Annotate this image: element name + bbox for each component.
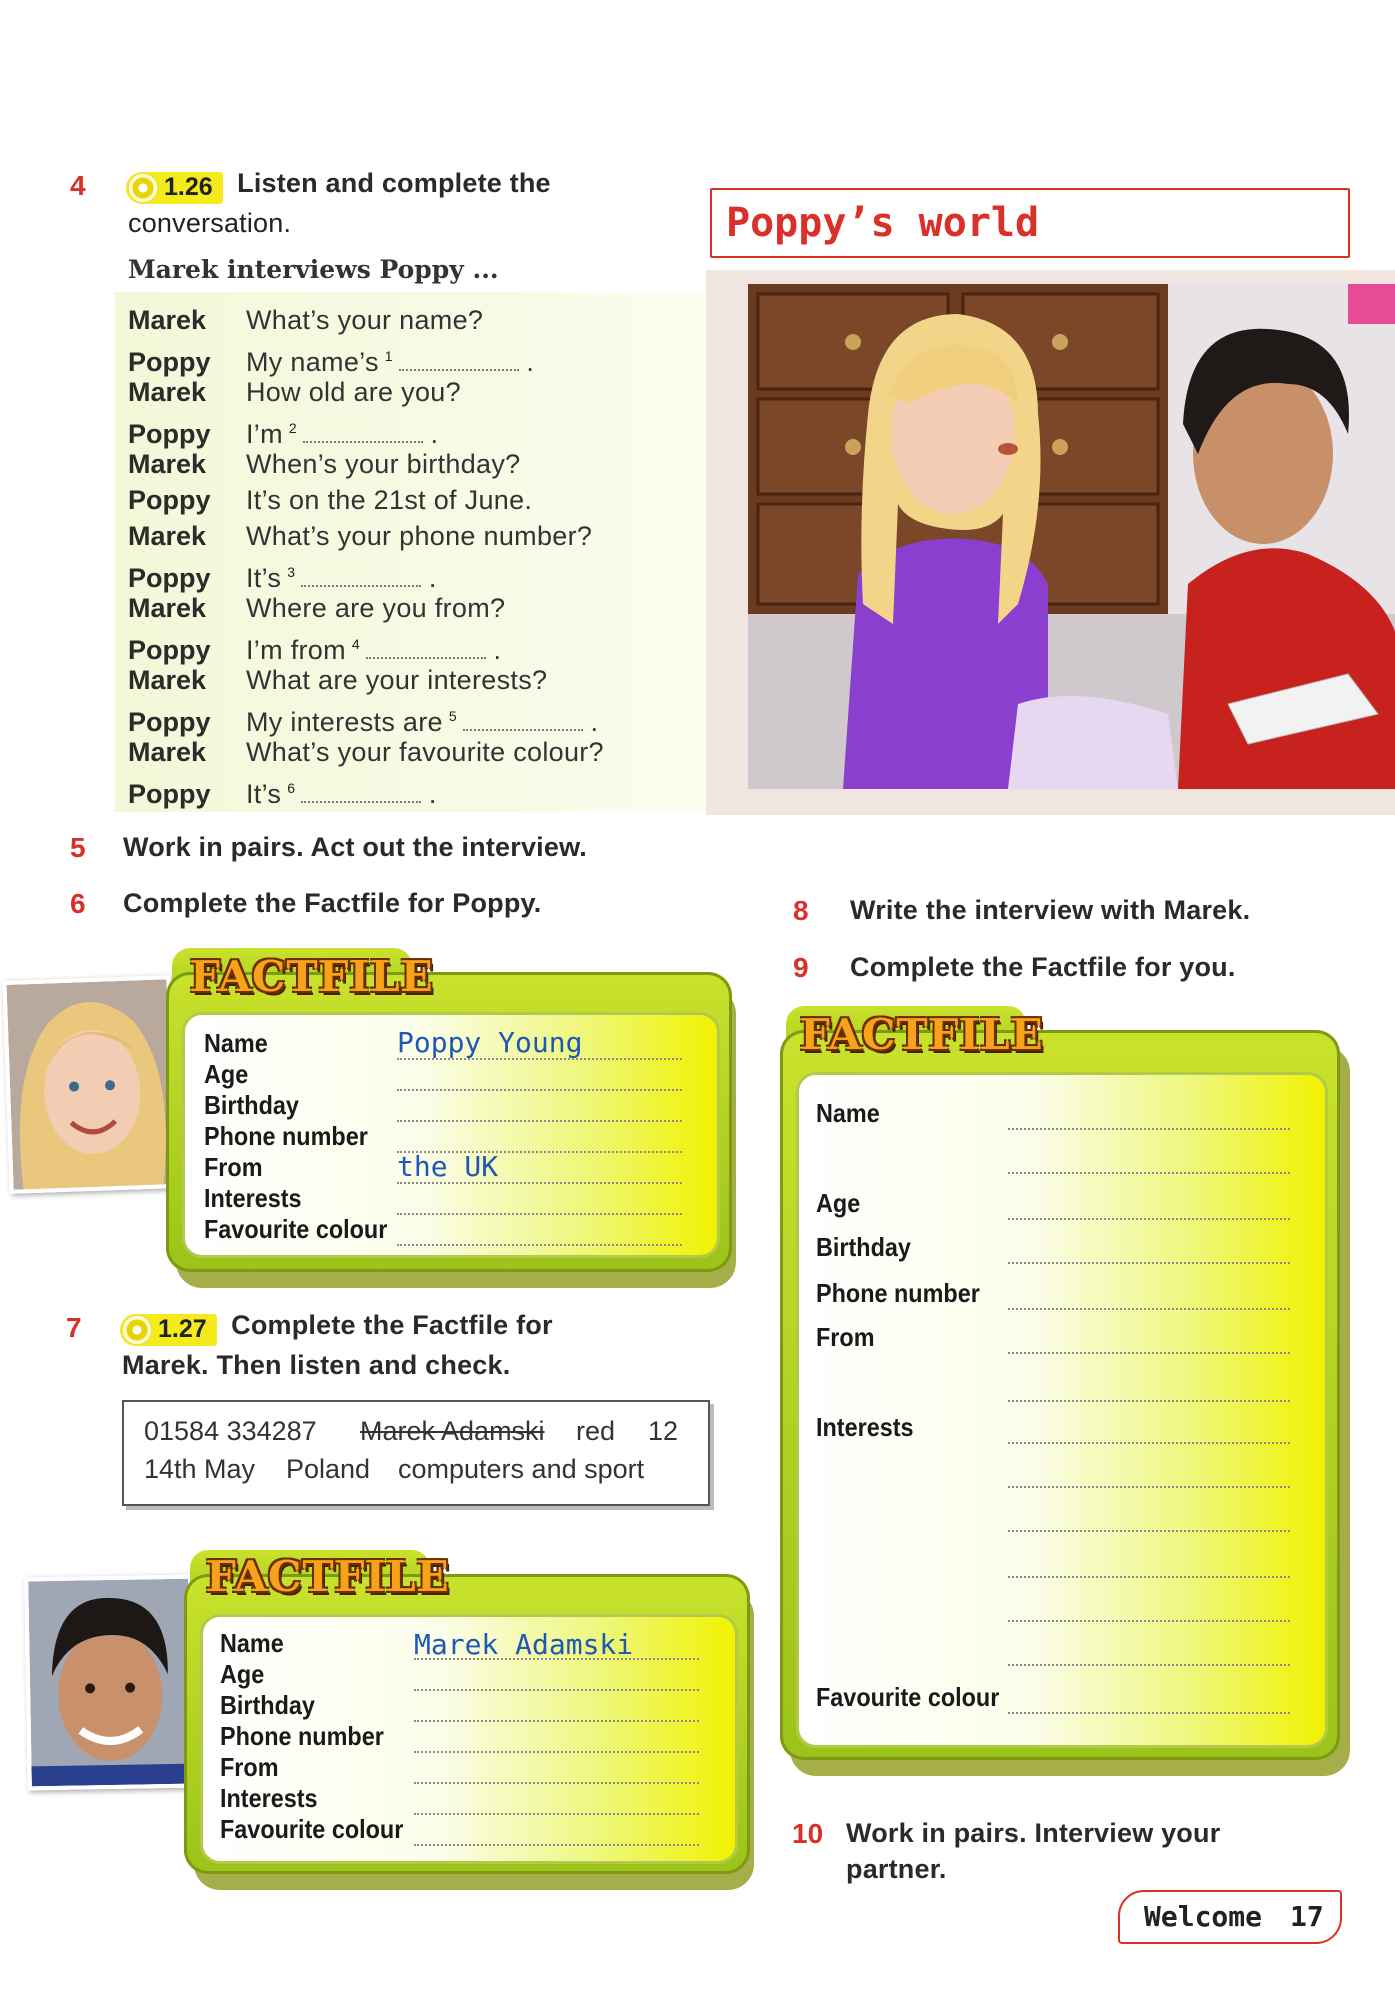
factfile-you-title: FACTFILE (800, 1010, 1044, 1059)
factfile-label: Favourite colour (816, 1682, 1000, 1712)
factfile-label: Interests (220, 1783, 318, 1813)
dialogue-text: When’s your birthday? (246, 449, 521, 479)
sentence-end: . (485, 635, 502, 665)
word-box (122, 1400, 710, 1506)
factfile-label: Interests (204, 1183, 302, 1213)
factfile-label: Name (816, 1098, 880, 1128)
factfile-answer-line[interactable] (1008, 1442, 1290, 1444)
factfile-extra-line[interactable] (1008, 1576, 1290, 1578)
poppy-and-marek-photo (748, 284, 1395, 789)
page-number: 17 (1290, 1900, 1324, 1933)
speaker-name: Poppy (128, 563, 211, 593)
exercise-6-number: 6 (70, 888, 86, 919)
word-phone: 01584 334287 (144, 1416, 317, 1446)
dialogue-text: What’s your name? (246, 305, 484, 335)
factfile-extra-line[interactable] (1008, 1172, 1290, 1174)
dialogue-text: It’s on the 21st of June. (246, 485, 533, 515)
factfile-extra-line[interactable] (1008, 1530, 1290, 1532)
factfile-label: Favourite colour (220, 1814, 404, 1844)
audio-track-badge-2[interactable] (120, 1314, 217, 1346)
exercise-4-header (126, 168, 551, 204)
exercise-6-instruction: Complete the Factfile for Poppy. (123, 888, 542, 918)
factfile-label: Age (816, 1188, 861, 1218)
factfile-label: Age (220, 1659, 265, 1689)
exercise-10-instruction-cont: partner. (846, 1854, 947, 1884)
factfile-label: Birthday (220, 1690, 315, 1720)
poppys-world-title: Poppy’s world (726, 200, 1040, 246)
answer-blank[interactable] (303, 423, 423, 443)
factfile-answer-line[interactable] (414, 1689, 699, 1691)
dialogue-line (128, 446, 520, 482)
answer-blank[interactable] (399, 351, 519, 371)
exercise-4-subtitle: Marek interviews Poppy ... (128, 255, 499, 284)
dialogue-text: My name’s (246, 347, 379, 377)
poppy-face-illustration (6, 979, 173, 1189)
factfile-answer-line[interactable] (397, 1244, 682, 1246)
exercise-10-number: 10 (792, 1818, 824, 1849)
dialogue-line (128, 518, 592, 554)
dialogue-text: How old are you? (246, 377, 461, 407)
dialogue-line (128, 734, 604, 770)
sentence-end: . (582, 707, 599, 737)
dialogue-text: It’s (246, 563, 282, 593)
factfile-answer-line[interactable] (414, 1813, 699, 1815)
exercise-9-instruction: Complete the Factfile for you. (850, 952, 1236, 982)
dialogue-line (128, 482, 532, 518)
speaker-name: Poppy (128, 635, 211, 665)
factfile-answer-line[interactable] (1008, 1218, 1290, 1220)
dialogue-line (128, 770, 437, 812)
exercise-7-instruction-cont: Marek. Then listen and check. (122, 1350, 511, 1380)
gap-number: 6 (287, 780, 296, 796)
factfile-label: Name (204, 1028, 268, 1058)
audio-track-badge[interactable] (126, 172, 223, 204)
speaker-name: Poppy (128, 419, 211, 449)
word-interests: computers and sport (398, 1454, 645, 1484)
footer-section: Welcome (1144, 1900, 1263, 1933)
factfile-extra-line[interactable] (1008, 1664, 1290, 1666)
exercise-7-header (120, 1310, 553, 1346)
dialogue-text: What’s your phone number? (246, 521, 593, 551)
sentence-end: . (422, 419, 439, 449)
page-footer (1118, 1890, 1342, 1944)
word-name-crossed: Marek Adamski (360, 1416, 545, 1446)
gap-number: 1 (384, 348, 393, 364)
marek-avatar (24, 1575, 196, 1791)
factfile-answer-line[interactable] (1008, 1262, 1290, 1264)
answer-blank[interactable] (463, 711, 583, 731)
factfile-poppy-from-value[interactable]: the UK (397, 1150, 499, 1183)
factfile-extra-line[interactable] (1008, 1486, 1290, 1488)
factfile-label: Birthday (816, 1232, 911, 1262)
factfile-label: Interests (816, 1412, 914, 1442)
sentence-end: . (518, 347, 535, 377)
factfile-answer-line[interactable] (397, 1089, 682, 1091)
gap-number: 3 (287, 564, 296, 580)
exercise-4-instruction: Listen and complete the (237, 168, 551, 198)
exercise-8-number: 8 (793, 895, 809, 926)
factfile-marek-name-value[interactable]: Marek Adamski (414, 1628, 634, 1661)
factfile-label: Phone number (220, 1721, 384, 1751)
factfile-extra-line[interactable] (1008, 1400, 1290, 1402)
speaker-name: Marek (128, 737, 207, 767)
speaker-name: Poppy (128, 707, 211, 737)
dialogue-line (128, 374, 461, 410)
exercise-7-number: 7 (66, 1312, 82, 1343)
cd-icon (128, 173, 158, 203)
audio-track-number-2: 1.27 (158, 1315, 207, 1344)
factfile-answer-line[interactable] (414, 1844, 699, 1846)
exercise-9-number: 9 (793, 952, 809, 983)
sentence-end: . (421, 563, 437, 593)
factfile-label: Phone number (204, 1121, 368, 1151)
exercise-4-number: 4 (70, 170, 86, 201)
dialogue-line (128, 302, 483, 338)
exercise-5-instruction: Work in pairs. Act out the interview. (123, 832, 587, 862)
poppy-avatar (2, 975, 177, 1194)
factfile-answer-line[interactable] (1008, 1308, 1290, 1310)
dialogue-text: I’m (246, 419, 283, 449)
exercise-4-instruction-cont: conversation. (128, 208, 292, 238)
factfile-answer-line[interactable] (414, 1720, 699, 1722)
exercise-5-number: 5 (70, 832, 86, 863)
dialogue-line (128, 590, 505, 626)
factfile-answer-line[interactable] (414, 1782, 699, 1784)
factfile-label: Name (220, 1628, 284, 1658)
speaker-name: Poppy (128, 347, 211, 377)
answer-blank[interactable] (301, 783, 421, 803)
dialogue-text: What’s your favourite colour? (246, 737, 604, 767)
factfile-poppy-title: FACTFILE (190, 952, 434, 1001)
sentence-end: . (421, 779, 437, 809)
exercise-10-instruction: Work in pairs. Interview your (846, 1818, 1221, 1848)
answer-blank[interactable] (366, 639, 486, 659)
factfile-answer-line[interactable] (1008, 1712, 1290, 1714)
gap-number: 4 (351, 636, 360, 652)
word-age: 12 (648, 1416, 679, 1446)
factfile-answer-line[interactable] (414, 1751, 699, 1753)
word-colour: red (576, 1416, 616, 1446)
factfile-label: Favourite colour (204, 1214, 388, 1244)
factfile-marek-title: FACTFILE (206, 1552, 450, 1601)
dialogue-line (128, 662, 547, 698)
factfile-answer-line[interactable] (397, 1120, 682, 1122)
word-birthday: 14th May (144, 1454, 256, 1484)
speaker-name: Poppy (128, 485, 211, 515)
cd-icon (122, 1315, 152, 1345)
gap-number: 5 (448, 708, 457, 724)
speaker-name: Marek (128, 665, 207, 695)
poppys-world-header (710, 188, 1350, 258)
speaker-name: Poppy (128, 779, 211, 809)
factfile-label: From (816, 1322, 875, 1352)
factfile-answer-line[interactable] (397, 1213, 682, 1215)
speaker-name: Marek (128, 377, 207, 407)
factfile-label: Birthday (204, 1090, 299, 1120)
factfile-label: Age (204, 1059, 249, 1089)
factfile-answer-line[interactable] (1008, 1352, 1290, 1354)
speaker-name: Marek (128, 521, 207, 551)
factfile-label: From (204, 1152, 263, 1182)
dialogue-text: Where are you from? (246, 593, 506, 623)
photo-illustration (748, 284, 1395, 789)
word-country: Poland (286, 1454, 371, 1484)
speaker-name: Marek (128, 449, 207, 479)
answer-blank[interactable] (301, 567, 421, 587)
dialogue-text: I’m from (246, 635, 346, 665)
dialogue-text: What are your interests? (246, 665, 548, 695)
audio-track-number: 1.26 (164, 173, 213, 202)
marek-face-illustration (28, 1579, 192, 1787)
gap-number: 2 (288, 420, 297, 436)
factfile-label: Phone number (816, 1278, 980, 1308)
dialogue-text: My interests are (246, 707, 443, 737)
dialogue-text: It’s (246, 779, 282, 809)
factfile-answer-line[interactable] (1008, 1128, 1290, 1130)
factfile-label: From (220, 1752, 279, 1782)
factfile-extra-line[interactable] (1008, 1620, 1290, 1622)
factfile-poppy-name-value[interactable]: Poppy Young (397, 1026, 583, 1059)
speaker-name: Marek (128, 305, 207, 335)
speaker-name: Marek (128, 593, 207, 623)
exercise-8-instruction: Write the interview with Marek. (850, 895, 1251, 925)
exercise-7-instruction: Complete the Factfile for (231, 1310, 553, 1340)
